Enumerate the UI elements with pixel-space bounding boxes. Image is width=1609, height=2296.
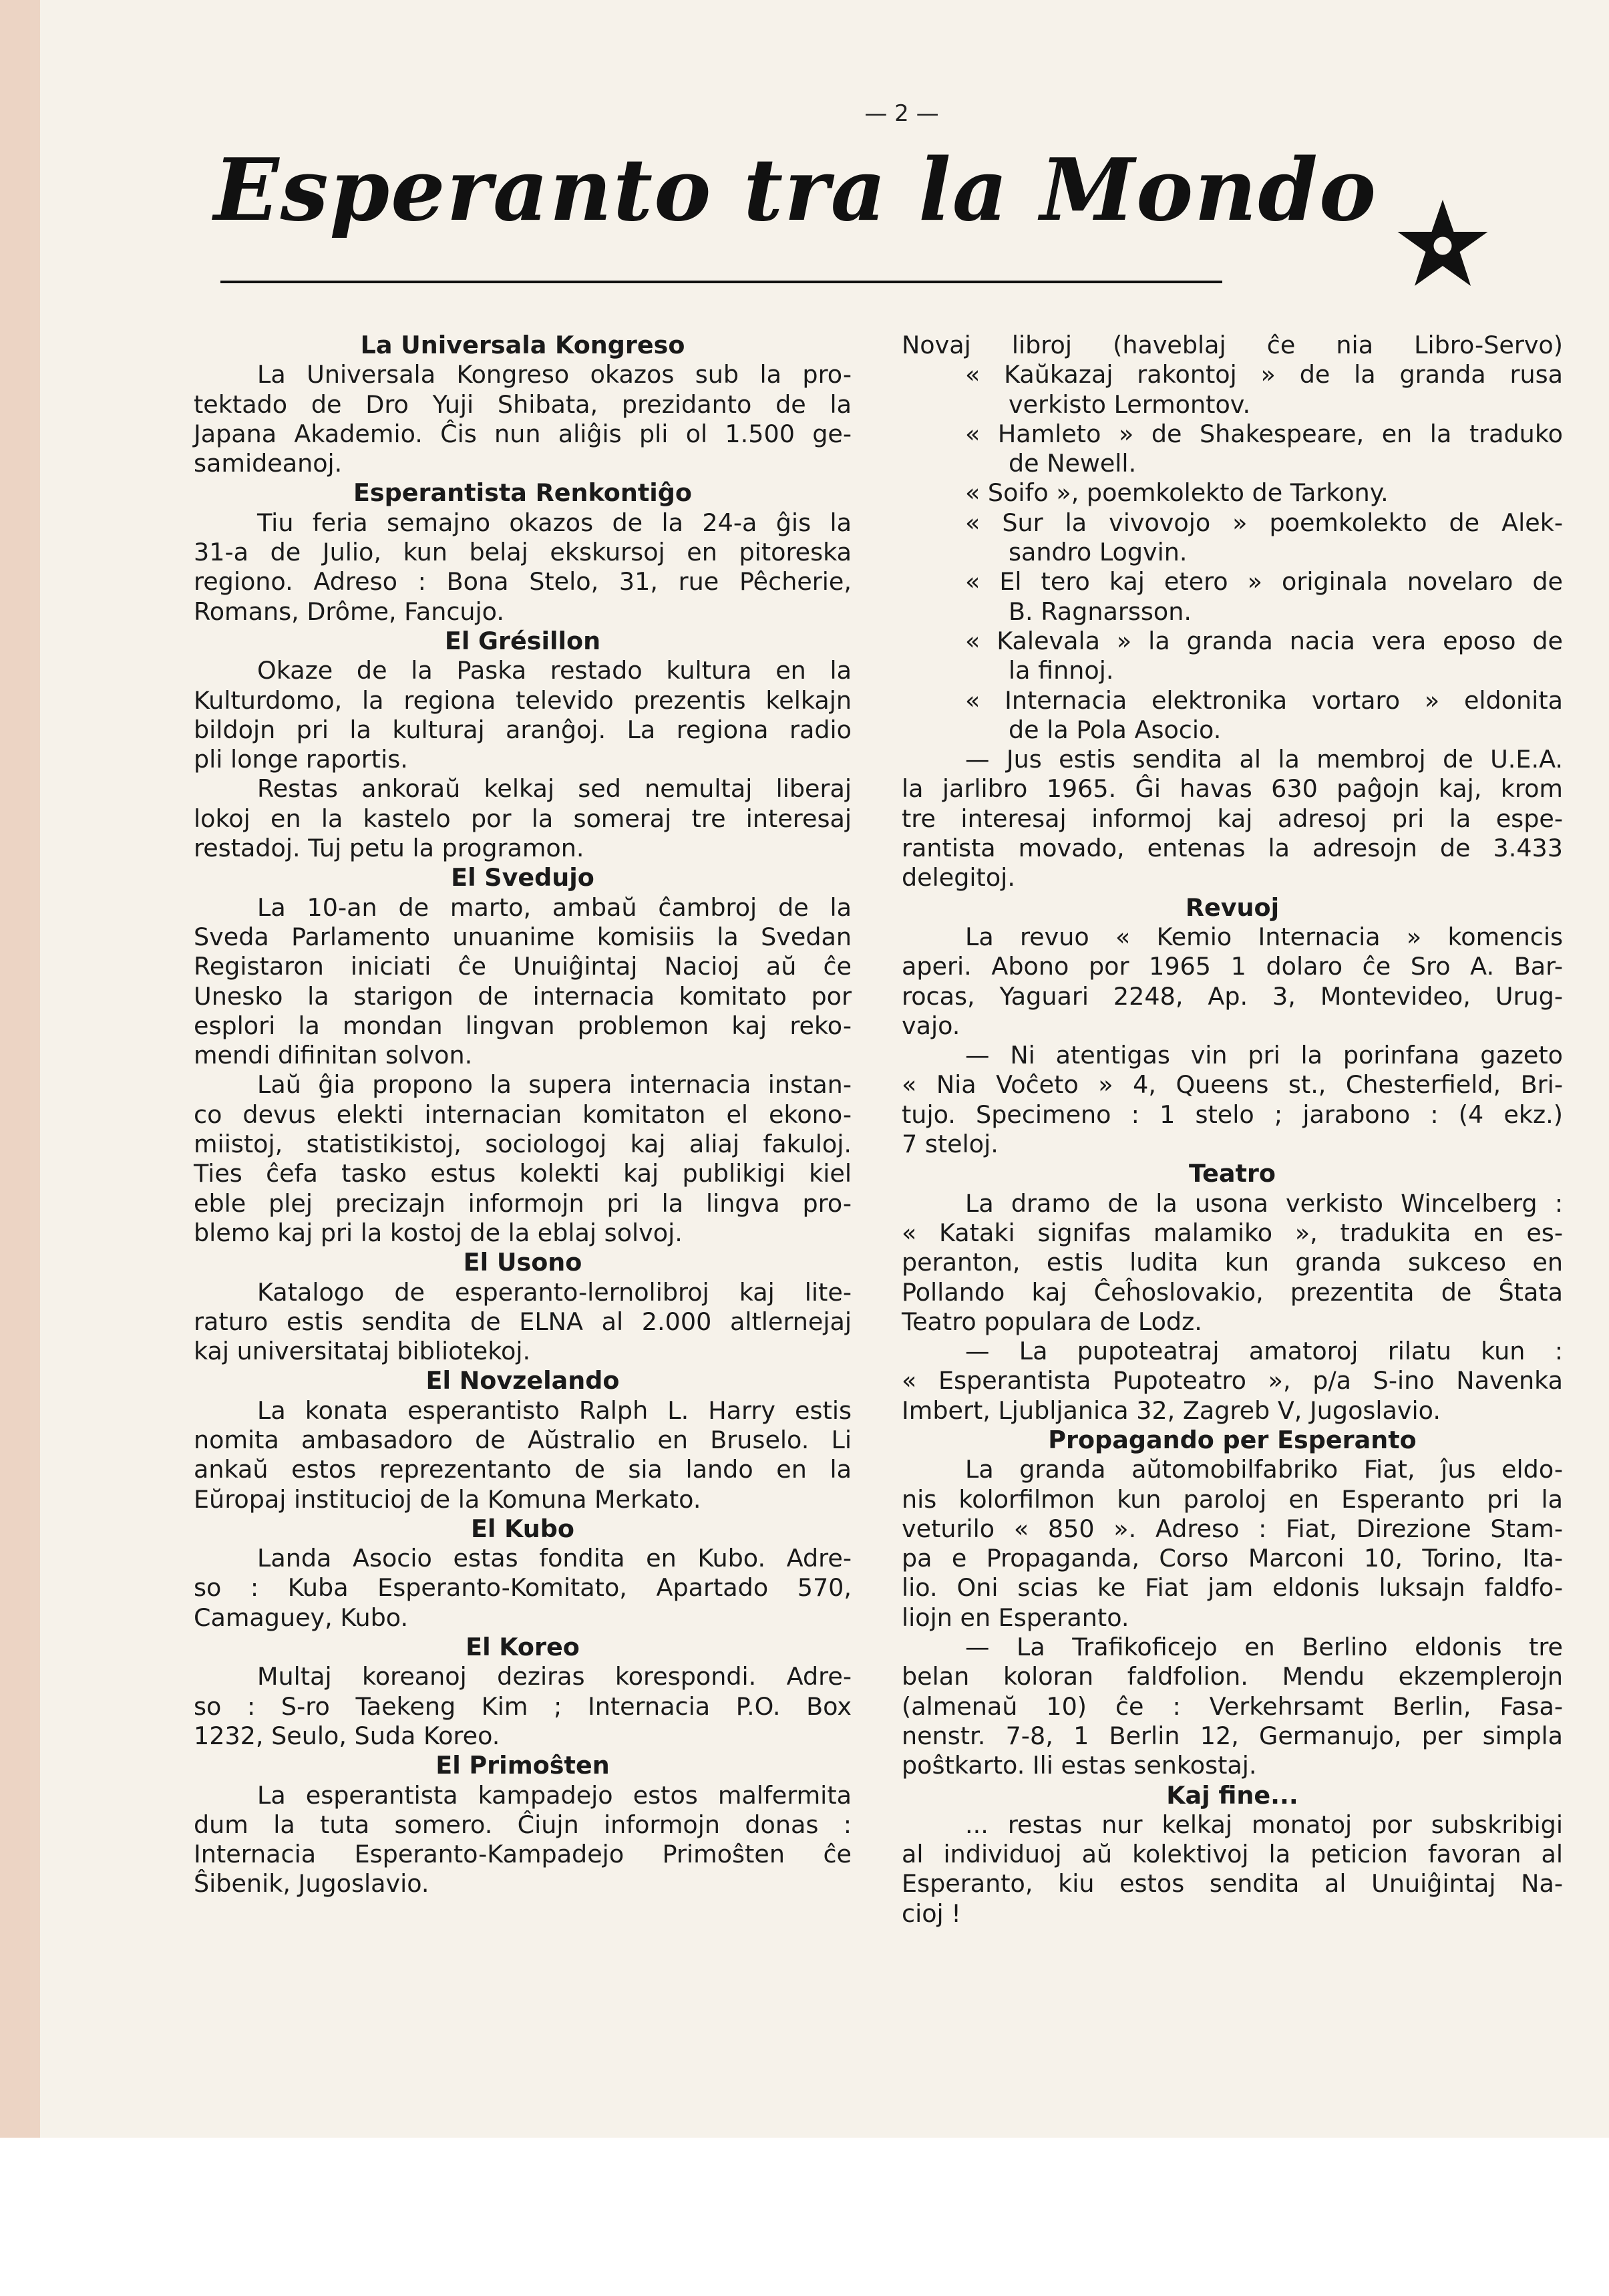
text-line: restadoj. Tuj petu la programon. [194,834,584,863]
text-line: bildojn pri la kulturaj aranĝoj. La regiona radio [194,715,852,744]
text-line: peranton, estis ludita kun granda sukceso en [902,1248,1563,1277]
text-line: samideanoj. [194,449,343,478]
text-line: 7 steloj. [902,1130,999,1159]
text-line: Unesko la starigon de internacia komitato por [194,981,852,1011]
text-line: « Internacia elektronika vortaro » eldonita [965,685,1563,715]
text-line: rocas, Yaguari 2248, Ap. 3, Montevideo, Urug- [902,981,1563,1011]
text-line: B. Ragnarsson. [1009,597,1192,626]
text-line: « Hamleto » de Shakespeare, en la traduko [965,419,1563,448]
text-line: blemo kaj pri la kostoj de la eblaj solvoj. [194,1218,683,1247]
text-line: delegitoj. [902,863,1015,892]
text-line: so : S-ro Taekeng Kim ; Internacia P.O. Box [194,1691,852,1721]
text-line: — Ni atentigas vin pri la porinfana gazeto [965,1041,1563,1070]
text-line: lio. Oni scias ke Fiat jam eldonis luksajn faldfo- [902,1573,1563,1603]
text-line: esplori la mondan lingvan problemon kaj reko- [194,1011,852,1040]
text-line: nis kolorfilmon kun paroloj en Esperanto pri la [902,1484,1563,1514]
text-line: Imbert, Ljubljanica 32, Zagreb V, Jugoslavio. [902,1396,1441,1425]
text-line: La Universala Kongreso okazos sub la pro- [257,360,852,389]
text-line: eble plej precizajn informojn pri la lingva pro- [194,1188,852,1218]
section-heading: El Kubo [471,1514,574,1543]
section-heading: La Universala Kongreso [360,331,685,359]
text-line: Multaj koreanoj deziras korespondi. Adre- [257,1662,852,1691]
text-line: La revuo « Kemio Internacia » komencis [965,922,1563,951]
text-line: Tiu feria semajno okazos de la 24-a ĝis la [257,508,852,537]
text-line: « El tero kaj etero » originala novelaro de [965,567,1563,597]
text-line: ... restas nur kelkaj monatoj por subskribigi [965,1810,1563,1839]
star-icon [1393,194,1493,294]
text-line: lokoj en la kastelo por la someraj tre interesaj [194,804,852,833]
text-line: rantista movado, entenas la adresojn de 3.433 [902,834,1563,863]
text-line: Japana Akademio. Ĉis nun aliĝis pli ol 1.500 ge- [194,419,852,448]
text-line: « Soifo », poemkolekto de Tarkony. [965,478,1389,508]
text-line: Camaguey, Kubo. [194,1603,409,1632]
text-line: so : Kuba Esperanto-Komitato, Apartado 570, [194,1573,852,1603]
text-line: « Kataki signifas malamiko », tradukita en es- [902,1218,1563,1247]
text-line: Internacia Esperanto-Kampadejo Primoŝten ĉe [194,1840,852,1869]
text-line: Kulturdomo, la regiona televido prezentis kelkajn [194,685,852,715]
section-heading: El Usono [463,1248,582,1277]
text-line: belan koloran faldfolion. Mendu ekzemplerojn [902,1662,1563,1691]
right-column [902,331,1563,1929]
text-line: Restas ankoraŭ kelkaj sed nemultaj liberaj [257,774,852,804]
text-line: « Sur la vivovojo » poemkolekto de Alek- [965,508,1563,537]
text-line: co devus elekti internacian komitaton el ekono- [194,1100,852,1129]
text-line: (almenaŭ 10) ĉe : Verkehrsamt Berlin, Fasa- [902,1691,1563,1721]
text-line: La dramo de la usona verkisto Wincelberg : [965,1188,1563,1218]
section-heading: El Primoŝten [435,1751,610,1780]
left-column [194,331,852,1899]
text-line: La 10-an de marto, ambaŭ ĉambroj de la [257,892,852,922]
text-line: « Kalevala » la granda nacia vera eposo de [965,626,1563,655]
text-line: al individuoj aŭ kolektivoj la peticion favoran al [902,1840,1563,1869]
text-line: Okaze de la Paska restado kultura en la [257,656,852,685]
text-line: « Kaŭkazaj rakontoj » de la granda rusa [965,360,1563,389]
text-line: Ŝibenik, Jugoslavio. [194,1869,429,1899]
text-line: Katalogo de esperanto-lernolibroj kaj lite- [257,1277,852,1307]
section-heading: Kaj fine... [1166,1780,1298,1810]
text-line: Pollando kaj Ĉeĥoslovakio, prezentita de Ŝtata [902,1277,1563,1307]
text-line: verkisto Lermontov. [1009,389,1251,419]
text-line: Romans, Drôme, Fancujo. [194,597,504,626]
text-line: veturilo « 850 ». Adreso : Fiat, Direzione Stam- [902,1514,1563,1543]
text-line: pa e Propaganda, Corso Marconi 10, Torino, Ita- [902,1544,1563,1573]
text-line: tre interesaj informoj kaj adresoj pri la espe- [902,804,1563,833]
text-line: Landa Asocio estas fondita en Kubo. Adre- [257,1544,852,1573]
section-heading: Teatro [1189,1159,1276,1188]
text-line: mendi difinitan solvon. [194,1041,473,1070]
section-heading: Propagando per Esperanto [1048,1425,1417,1454]
text-line: Laŭ ĝia propono la supera internacia instan- [257,1070,852,1100]
section-heading: El Svedujo [451,863,594,892]
text-line: La konata esperantisto Ralph L. Harry estis [257,1396,852,1425]
section-heading: Esperantista Renkontiĝo [353,478,692,508]
text-line: vajo. [902,1011,960,1040]
text-line: Sveda Parlamento unuanime komisiis la Svedan [194,922,852,951]
text-line: La esperantista kampadejo estos malfermita [257,1780,852,1810]
text-line: poŝtkarto. Ili estas senkostaj. [902,1751,1257,1780]
text-line: liojn en Esperanto. [902,1603,1129,1632]
text-line: 1232, Seulo, Suda Koreo. [194,1721,500,1750]
text-line: ankaŭ estos reprezentanto de sia lando en la [194,1455,852,1484]
masthead-title: Esperanto tra la Mondo [214,140,1378,240]
section-heading: El Koreo [466,1633,580,1662]
text-line: regiono. Adreso : Bona Stelo, 31, rue Pêcherie, [194,567,852,597]
text-line: de Newell. [1009,449,1137,478]
text-line: — Jus estis sendita al la membroj de U.E.A. [965,745,1563,774]
text-line: — La pupoteatraj amatoroj rilatu kun : [965,1337,1563,1366]
text-line: La granda aŭtomobilfabriko Fiat, ĵus eldo- [965,1455,1563,1484]
text-line: tujo. Specimeno : 1 stelo ; jarabono : (4 ekz.) [902,1100,1563,1129]
text-line: de la Pola Asocio. [1009,715,1222,744]
section-heading: El Grésillon [444,626,601,655]
text-line: Ties ĉefa tasko estus kolekti kaj publikigi kiel [194,1159,852,1188]
text-line: « Nia Voĉeto » 4, Queens st., Chesterfield, Bri- [902,1070,1563,1100]
text-line: aperi. Abono por 1965 1 dolaro ĉe Sro A. Bar- [902,952,1563,981]
text-line: sandro Logvin. [1009,538,1188,567]
text-line: Teatro populara de Lodz. [902,1307,1202,1336]
text-line: la jarlibro 1965. Ĝi havas 630 paĝojn kaj, krom [902,774,1563,804]
text-line: Novaj libroj (haveblaj ĉe nia Libro-Servo) [902,331,1563,359]
section-heading: Revuoj [1185,892,1280,922]
text-line: pli longe raportis. [194,745,408,774]
text-line: 31-a de Julio, kun belaj ekskursoj en pitoreska [194,538,852,567]
section-heading: El Novzelando [425,1366,620,1396]
text-line: miistoj, statistikistoj, sociologoj kaj aliaj fakuloj. [194,1130,852,1159]
text-line: la finnoj. [1009,656,1114,685]
text-line: Esperanto, kiu estos sendita al Unuiĝintaj Na- [902,1869,1563,1899]
masthead-underline [220,281,1222,283]
text-line: dum la tuta somero. Ĉiujn informojn donas : [194,1810,852,1839]
text-line: Registaron iniciati ĉe Unuiĝintaj Nacioj aŭ ĉe [194,952,852,981]
text-line: nomita ambasadoro de Aŭstralio en Bruselo. Li [194,1425,852,1454]
text-line: kaj universitataj bibliotekoj. [194,1337,531,1366]
text-line: cioj ! [902,1899,961,1928]
text-line: Eŭropaj institucioj de la Komuna Merkato. [194,1484,701,1514]
text-line: tektado de Dro Yuji Shibata, prezidanto de la [194,389,852,419]
page-number: — 2 — [864,100,939,127]
text-line: « Esperantista Pupoteatro », p/a S-ino Navenka [902,1366,1563,1396]
text-line: nenstr. 7-8, 1 Berlin 12, Germanujo, per simpla [902,1721,1563,1750]
page-edge-strip [0,0,40,2138]
text-line: — La Trafikoficejo en Berlino eldonis tre [965,1633,1563,1662]
text-line: raturo estis sendita de ELNA al 2.000 altlernejaj [194,1307,852,1336]
